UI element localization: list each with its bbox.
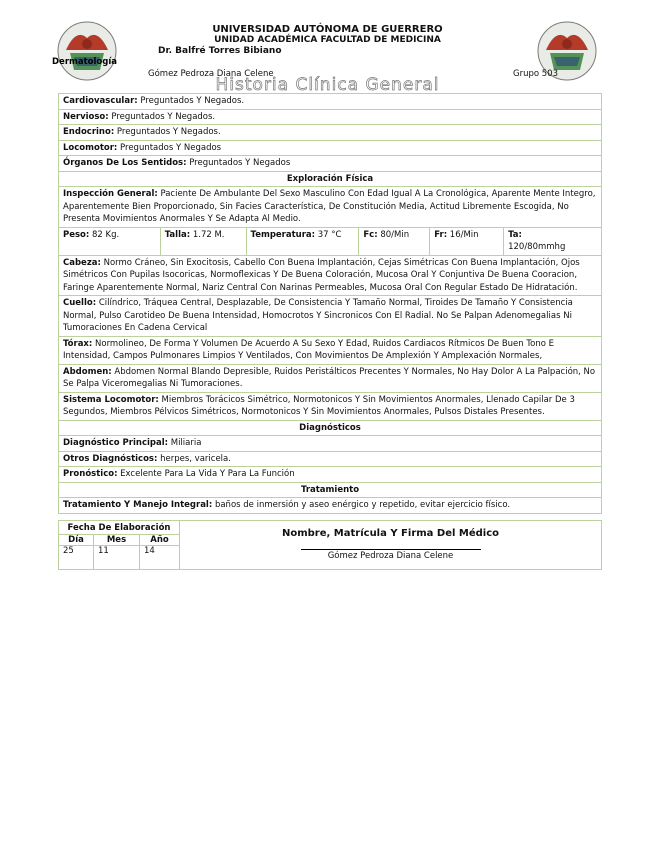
row-vital-signs — [59, 227, 602, 255]
row-otros-diagnosticos: Otros Diagnósticos: herpes, varicela. — [59, 451, 602, 467]
document-title: Historia Clínica General — [215, 75, 440, 95]
fc-cell: Fc: 80/Min — [359, 227, 430, 255]
row-torax: Tórax: Normolineo, De Forma Y Volumen De Acuerdo A Su Sexo Y Edad, Ruidos Cardiacos Rítmicos De Buen Tono E Intensidad, Campos Pulmonares Limpios Y Ventilados, Con Movimientos De Amplexión Y Amplexación Normales, — [59, 336, 602, 364]
mes-header: Mes — [94, 535, 140, 546]
fecha-header: Fecha De Elaboración — [59, 521, 180, 535]
section-tratamiento: Tratamiento — [59, 482, 602, 498]
ta-cell: Ta: 120/80mmhg — [504, 227, 602, 255]
logo-caption: Dermatología — [52, 57, 117, 67]
row-nervioso: Nervioso: Preguntados Y Negados. — [59, 109, 602, 125]
row-cardiovascular: Cardiovascular: Preguntados Y Negados. — [59, 94, 602, 110]
doctor-name: Dr. Balfré Torres Bibiano — [158, 46, 282, 56]
row-abdomen: Abdomen: Abdomen Normal Blando Depresible, Ruidos Peristálticos Precentes Y Normales, No Hay Dolor A La Palpación, No Se Palpa Viceromegalias Ni Tumoraciones. — [59, 364, 602, 392]
dia-value: 25 — [59, 546, 94, 570]
nombre-header: Nombre, Matrícula Y Firma Del Médico — [281, 528, 500, 539]
talla-cell: Talla: 1.72 M. — [160, 227, 246, 255]
anio-header: Año — [140, 535, 180, 546]
row-cabeza: Cabeza: Normo Cráneo, Sin Exocitosis, Cabello Con Buena Implantación, Cejas Simétricas Con Buena Implantación, Ojos Simétricos Con Pupilas Isocoricas, Normoflexicas Y De Buena Coloración, Mucosa Oral Y Conjuntiva De Buena Cooracion, Faringe Aparentemente Normal, Nariz Central Con Narinas Permeables, Mucosa Oral Con Regular Estado De Hidratación. — [59, 255, 602, 296]
dia-header: Día — [59, 535, 94, 546]
signer-name: Gómez Pedroza Diana Celene — [301, 549, 481, 561]
student-name: Gómez Pedroza Diana Celene — [148, 69, 274, 79]
row-locomotor: Locomotor: Preguntados Y Negados — [59, 140, 602, 156]
row-manejo: Tratamiento Y Manejo Integral: baños de inmersión y aseo enérgico y repetido, evitar ejercicio físico. — [59, 498, 602, 514]
row-pronostico: Pronóstico: Excelente Para La Vida Y Para La Función — [59, 467, 602, 483]
signature-cell — [180, 521, 602, 570]
fr-cell: Fr: 16/Min — [430, 227, 504, 255]
temperatura-cell: Temperatura: 37 °C — [246, 227, 359, 255]
mes-value: 11 — [94, 546, 140, 570]
faculty-name: UNIDAD ACADÉMICA FACULTAD DE MEDICINA — [214, 35, 441, 45]
row-inspeccion: Inspección General: Paciente De Ambulante Del Sexo Masculino Con Edad Igual A La Cronológica, Aparente Mente Integro, Aparentemente Bien Proporcionado, Sin Facies Característica, De Constitución Media, Actitud Libremente Escogida, No Presenta Movimientos Anormales Y Se Adapta Al Medio. — [59, 187, 602, 228]
row-sentidos: Órganos De Los Sentidos: Preguntados Y Negados — [59, 156, 602, 172]
section-exploracion: Exploración Física — [59, 171, 602, 187]
row-sistema-locomotor: Sistema Locomotor: Miembros Torácicos Simétrico, Normotonicos Y Sin Movimientos Anormales, Llenado Capilar De 3 Segundos, Miembros Pélvicos Simétricos, Normotonicos Y Sin Movimientos Anormales, Pulsos Distales Presentes. — [59, 392, 602, 420]
row-endocrino: Endocrino: Preguntados Y Negados. — [59, 125, 602, 141]
row-diagnostico-principal: Diagnóstico Principal: Miliaria — [59, 436, 602, 452]
section-diagnosticos: Diagnósticos — [59, 420, 602, 436]
signature-table — [58, 520, 602, 570]
row-cuello: Cuello: Cilíndrico, Tráquea Central, Desplazable, De Consistencia Y Tamaño Normal, Tiroides De Tamaño Y Consistencia Normal, Pulso Carotideo De Buena Intensidad, Homocrotos Y Sincronicos Con El Radial. No Se Palpan Adenomegalias Ni Tumoraciones En Cadena Cervical — [59, 296, 602, 337]
anio-value: 14 — [140, 546, 180, 570]
university-name: UNIVERSIDAD AUTÓNOMA DE GUERRERO — [212, 24, 443, 35]
clinical-history-table — [58, 93, 602, 514]
peso-cell: Peso: 82 Kg. — [59, 227, 161, 255]
group-label: Grupo 503 — [513, 69, 558, 79]
